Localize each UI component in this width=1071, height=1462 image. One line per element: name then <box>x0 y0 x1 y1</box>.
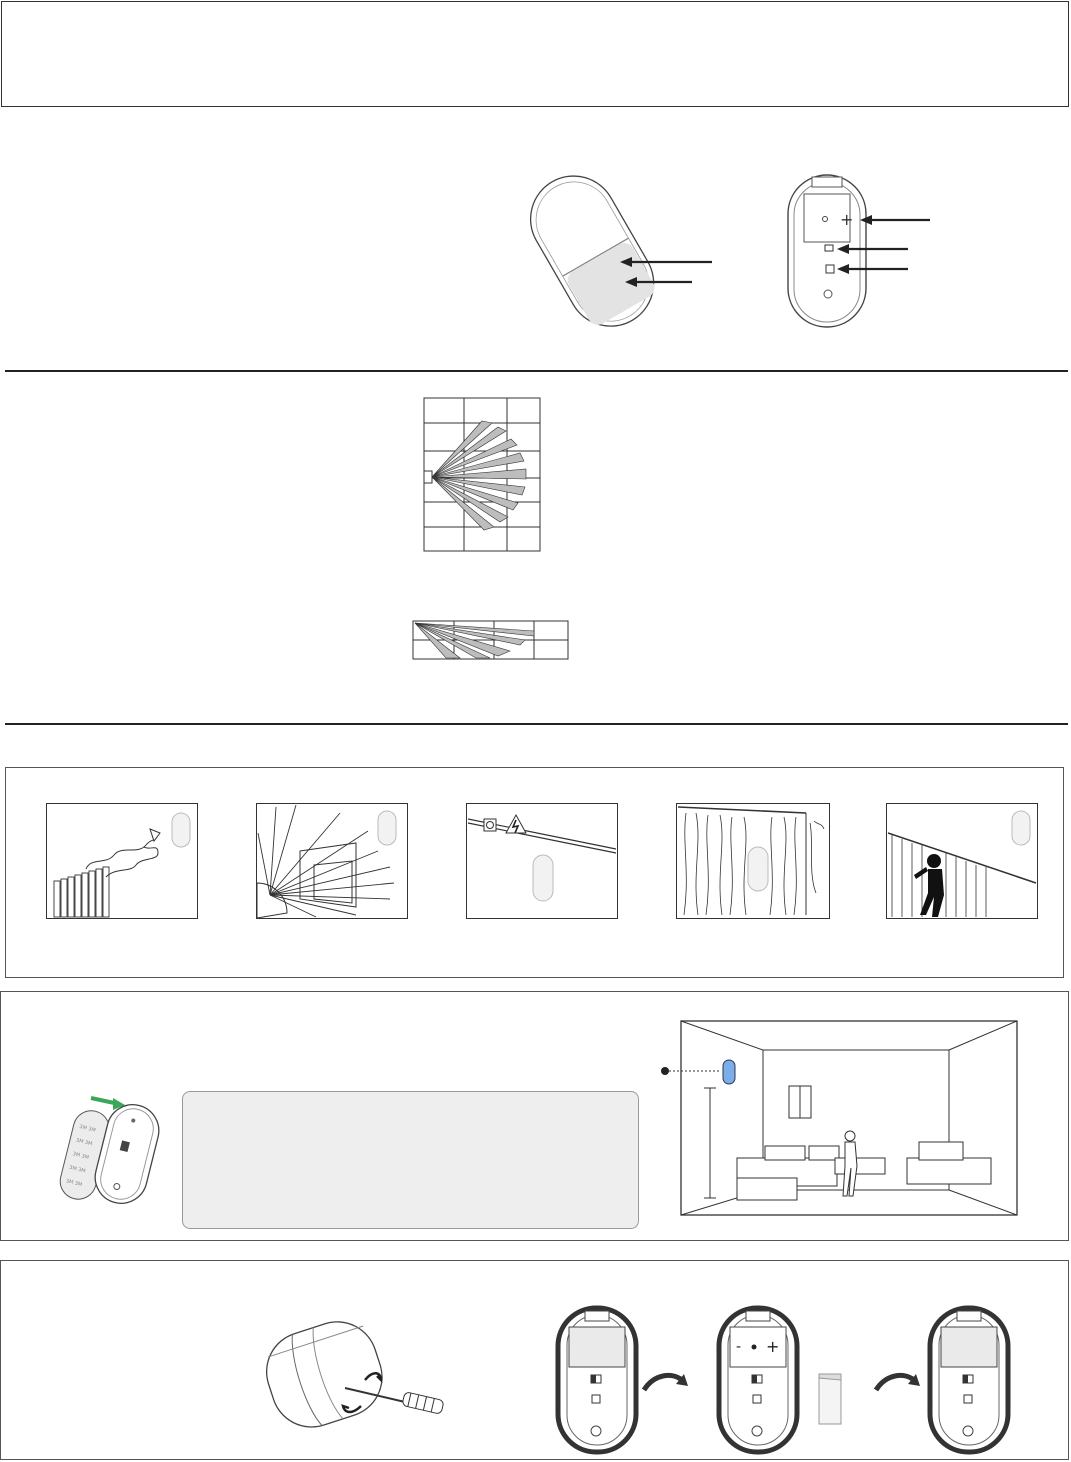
header-title <box>2 2 1068 22</box>
section-divider-2 <box>5 723 1068 725</box>
battery-panel <box>0 1260 1069 1460</box>
pir-sensor-back-icon <box>780 172 940 332</box>
svg-text:3M 3M: 3M 3M <box>65 1178 83 1189</box>
svg-text:3M 3M: 3M 3M <box>68 1164 87 1175</box>
arrow-step-1-icon <box>640 1368 692 1394</box>
battery-slot-icon <box>555 1305 640 1455</box>
svg-text:3M 3M: 3M 3M <box>71 1151 90 1161</box>
screwdriver-open-icon <box>255 1310 465 1435</box>
svg-text:-: - <box>736 1339 742 1355</box>
moving-objects-icon <box>676 803 830 919</box>
svg-text:+: + <box>840 210 854 229</box>
battery-installed-icon <box>927 1305 1012 1455</box>
battery-cell-icon <box>815 1370 845 1426</box>
arrow-step-2-icon <box>872 1368 924 1394</box>
svg-text:+: + <box>766 1337 780 1356</box>
detection-side-view-icon <box>410 618 572 662</box>
header-box <box>1 1 1069 107</box>
svg-text:3M 3M: 3M 3M <box>75 1137 93 1148</box>
installation-tip-text <box>183 1092 638 1116</box>
section-divider-1 <box>5 370 1068 372</box>
curtain-icon <box>886 803 1038 919</box>
pir-sensor-front-icon <box>520 165 730 335</box>
room-mounting-icon <box>655 1018 1020 1218</box>
svg-text:3M 3M: 3M 3M <box>78 1123 97 1134</box>
installation-tip-box <box>182 1091 639 1229</box>
insert-battery-icon <box>716 1305 801 1455</box>
detection-top-view-icon <box>418 395 544 555</box>
power-line-icon <box>466 803 618 919</box>
direct-sunlight-icon <box>256 803 408 919</box>
heat-source-icon <box>46 803 198 919</box>
adhesive-tape-icon <box>55 1090 163 1208</box>
